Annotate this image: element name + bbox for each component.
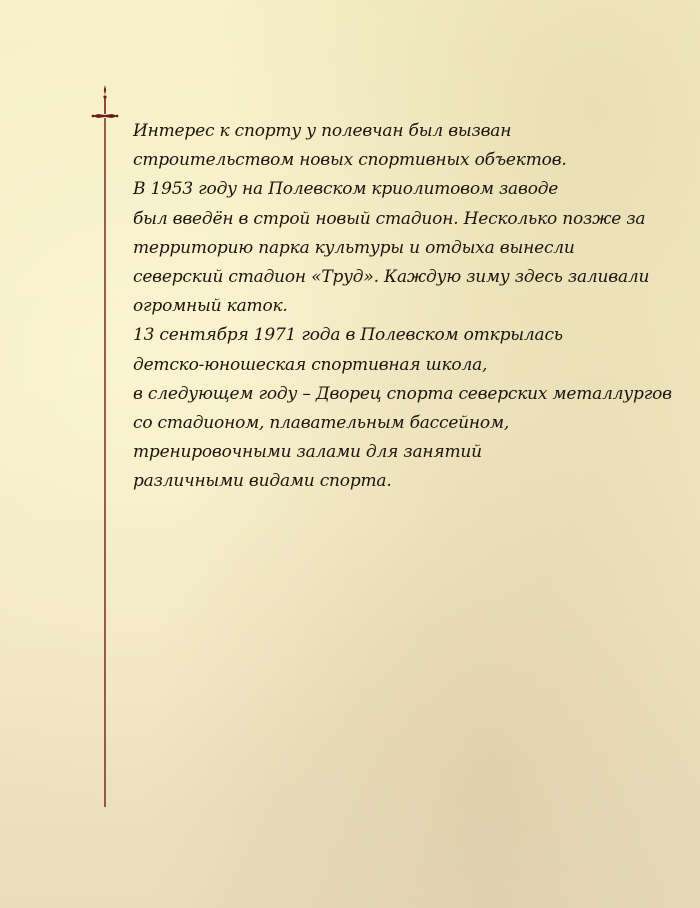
text-line: строительством новых спортивных объектов. (133, 150, 567, 171)
text-line: в следующем году – Дворец спорта северских металлургов (133, 383, 672, 404)
text-line: был введён в строй новый стадион. Несколько позже за (133, 208, 646, 229)
text-line: тренировочными залами для занятий (133, 442, 482, 463)
text-line: различными видами спорта. (133, 471, 392, 492)
text-line: со стадионом, плавательным бассейном, (133, 413, 510, 434)
text-line: 13 сентября 1971 года в Полевском открылась (133, 325, 563, 346)
text-line: северский стадион «Труд». Каждую зиму здесь заливали (133, 267, 650, 288)
body-text (133, 117, 693, 497)
text-line: огромный каток. (133, 296, 288, 317)
sword-ornament-icon (90, 85, 120, 807)
text-line: В 1953 году на Полевском криолитовом заводе (133, 179, 559, 200)
text-line: Интерес к спорту у полевчан был вызван (133, 121, 512, 141)
text-line: детско-юношеская спортивная школа, (133, 354, 488, 375)
text-line: территорию парка культуры и отдыха вынесли (133, 237, 575, 258)
